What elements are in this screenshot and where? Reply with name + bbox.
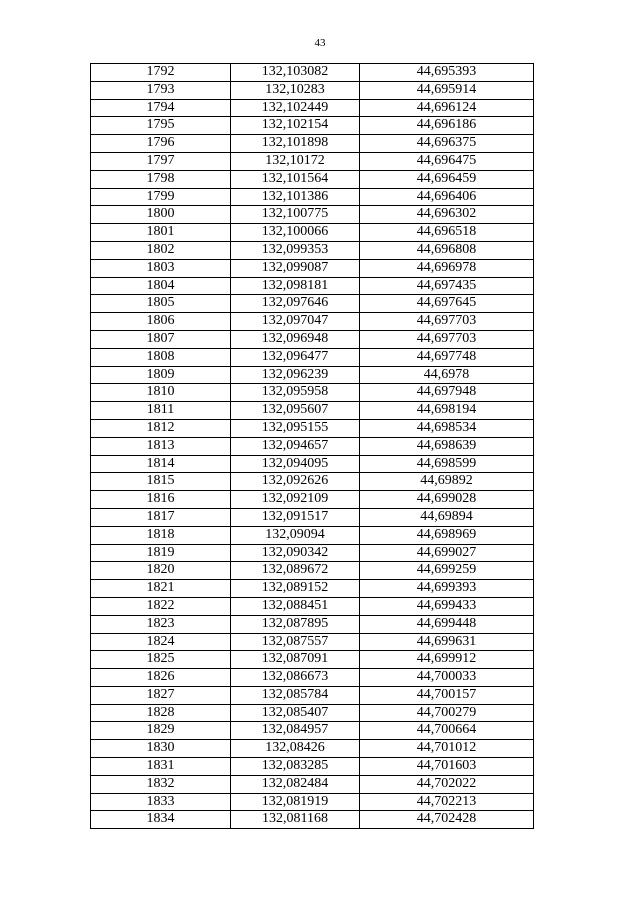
x-coordinate-cell: 132,087895 — [231, 615, 360, 633]
y-coordinate-cell: 44,697703 — [360, 330, 534, 348]
point-number-cell: 1793 — [91, 81, 231, 99]
y-coordinate-cell: 44,699448 — [360, 615, 534, 633]
table-row — [91, 508, 534, 526]
table-row — [91, 402, 534, 420]
point-number-cell: 1797 — [91, 152, 231, 170]
x-coordinate-cell: 132,098181 — [231, 277, 360, 295]
point-number-cell: 1828 — [91, 704, 231, 722]
table-row — [91, 669, 534, 687]
y-coordinate-cell: 44,698534 — [360, 419, 534, 437]
x-coordinate-cell: 132,083285 — [231, 758, 360, 776]
x-coordinate-cell: 132,08426 — [231, 740, 360, 758]
x-coordinate-cell: 132,094095 — [231, 455, 360, 473]
x-coordinate-cell: 132,081168 — [231, 811, 360, 829]
x-coordinate-cell: 132,10172 — [231, 152, 360, 170]
y-coordinate-cell: 44,699912 — [360, 651, 534, 669]
x-coordinate-cell: 132,088451 — [231, 597, 360, 615]
x-coordinate-cell: 132,103082 — [231, 64, 360, 82]
table-row — [91, 455, 534, 473]
x-coordinate-cell: 132,094657 — [231, 437, 360, 455]
point-number-cell: 1825 — [91, 651, 231, 669]
x-coordinate-cell: 132,087091 — [231, 651, 360, 669]
table-row — [91, 722, 534, 740]
x-coordinate-cell: 132,081919 — [231, 793, 360, 811]
point-number-cell: 1823 — [91, 615, 231, 633]
y-coordinate-cell: 44,698194 — [360, 402, 534, 420]
x-coordinate-cell: 132,099087 — [231, 259, 360, 277]
point-number-cell: 1830 — [91, 740, 231, 758]
table-row — [91, 544, 534, 562]
x-coordinate-cell: 132,095958 — [231, 384, 360, 402]
table-row — [91, 152, 534, 170]
x-coordinate-cell: 132,102449 — [231, 99, 360, 117]
point-number-cell: 1808 — [91, 348, 231, 366]
x-coordinate-cell: 132,097047 — [231, 313, 360, 331]
y-coordinate-cell: 44,697703 — [360, 313, 534, 331]
point-number-cell: 1815 — [91, 473, 231, 491]
y-coordinate-cell: 44,699393 — [360, 580, 534, 598]
y-coordinate-cell: 44,697748 — [360, 348, 534, 366]
y-coordinate-cell: 44,702428 — [360, 811, 534, 829]
y-coordinate-cell: 44,695393 — [360, 64, 534, 82]
table-row — [91, 615, 534, 633]
point-number-cell: 1795 — [91, 117, 231, 135]
table-row — [91, 473, 534, 491]
point-number-cell: 1796 — [91, 135, 231, 153]
y-coordinate-cell: 44,699259 — [360, 562, 534, 580]
x-coordinate-cell: 132,096239 — [231, 366, 360, 384]
point-number-cell: 1826 — [91, 669, 231, 687]
y-coordinate-cell: 44,696124 — [360, 99, 534, 117]
table-row — [91, 330, 534, 348]
x-coordinate-cell: 132,089672 — [231, 562, 360, 580]
table-row — [91, 117, 534, 135]
point-number-cell: 1834 — [91, 811, 231, 829]
table-row — [91, 135, 534, 153]
y-coordinate-cell: 44,701603 — [360, 758, 534, 776]
point-number-cell: 1801 — [91, 224, 231, 242]
x-coordinate-cell: 132,100066 — [231, 224, 360, 242]
table-row — [91, 580, 534, 598]
y-coordinate-cell: 44,698599 — [360, 455, 534, 473]
x-coordinate-cell: 132,085784 — [231, 686, 360, 704]
y-coordinate-cell: 44,696459 — [360, 170, 534, 188]
table-row — [91, 526, 534, 544]
y-coordinate-cell: 44,69892 — [360, 473, 534, 491]
table-row — [91, 740, 534, 758]
y-coordinate-cell: 44,696518 — [360, 224, 534, 242]
y-coordinate-cell: 44,699433 — [360, 597, 534, 615]
point-number-cell: 1809 — [91, 366, 231, 384]
y-coordinate-cell: 44,696475 — [360, 152, 534, 170]
x-coordinate-cell: 132,096948 — [231, 330, 360, 348]
point-number-cell: 1817 — [91, 508, 231, 526]
y-coordinate-cell: 44,696808 — [360, 241, 534, 259]
table-row — [91, 224, 534, 242]
y-coordinate-cell: 44,699027 — [360, 544, 534, 562]
table-row — [91, 348, 534, 366]
point-number-cell: 1792 — [91, 64, 231, 82]
table-row — [91, 81, 534, 99]
x-coordinate-cell: 132,10283 — [231, 81, 360, 99]
y-coordinate-cell: 44,701012 — [360, 740, 534, 758]
page-number: 43 — [314, 37, 326, 49]
x-coordinate-cell: 132,087557 — [231, 633, 360, 651]
y-coordinate-cell: 44,699631 — [360, 633, 534, 651]
table-row — [91, 597, 534, 615]
table-row — [91, 170, 534, 188]
table-row — [91, 419, 534, 437]
y-coordinate-cell: 44,696186 — [360, 117, 534, 135]
y-coordinate-cell: 44,699028 — [360, 491, 534, 509]
point-number-cell: 1833 — [91, 793, 231, 811]
table-row — [91, 366, 534, 384]
table-row — [91, 241, 534, 259]
y-coordinate-cell: 44,698639 — [360, 437, 534, 455]
table-row — [91, 437, 534, 455]
table-row — [91, 313, 534, 331]
x-coordinate-cell: 132,090342 — [231, 544, 360, 562]
point-number-cell: 1821 — [91, 580, 231, 598]
x-coordinate-cell: 132,086673 — [231, 669, 360, 687]
table-row — [91, 206, 534, 224]
point-number-cell: 1810 — [91, 384, 231, 402]
table-row — [91, 633, 534, 651]
point-number-cell: 1802 — [91, 241, 231, 259]
x-coordinate-cell: 132,101564 — [231, 170, 360, 188]
y-coordinate-cell: 44,700033 — [360, 669, 534, 687]
point-number-cell: 1794 — [91, 99, 231, 117]
y-coordinate-cell: 44,697645 — [360, 295, 534, 313]
point-number-cell: 1820 — [91, 562, 231, 580]
point-number-cell: 1804 — [91, 277, 231, 295]
y-coordinate-cell: 44,700157 — [360, 686, 534, 704]
y-coordinate-cell: 44,698969 — [360, 526, 534, 544]
point-number-cell: 1819 — [91, 544, 231, 562]
x-coordinate-cell: 132,099353 — [231, 241, 360, 259]
point-number-cell: 1812 — [91, 419, 231, 437]
x-coordinate-cell: 132,085407 — [231, 704, 360, 722]
y-coordinate-cell: 44,700279 — [360, 704, 534, 722]
table-row — [91, 758, 534, 776]
table-row — [91, 188, 534, 206]
table-row — [91, 686, 534, 704]
point-number-cell: 1799 — [91, 188, 231, 206]
x-coordinate-cell: 132,091517 — [231, 508, 360, 526]
point-number-cell: 1827 — [91, 686, 231, 704]
point-number-cell: 1800 — [91, 206, 231, 224]
x-coordinate-cell: 132,082484 — [231, 775, 360, 793]
point-number-cell: 1829 — [91, 722, 231, 740]
point-number-cell: 1816 — [91, 491, 231, 509]
x-coordinate-cell: 132,09094 — [231, 526, 360, 544]
x-coordinate-cell: 132,100775 — [231, 206, 360, 224]
point-number-cell: 1805 — [91, 295, 231, 313]
y-coordinate-cell: 44,697435 — [360, 277, 534, 295]
y-coordinate-cell: 44,702213 — [360, 793, 534, 811]
x-coordinate-cell: 132,096477 — [231, 348, 360, 366]
table-row — [91, 775, 534, 793]
table-row — [91, 811, 534, 829]
coordinates-table — [90, 63, 534, 829]
x-coordinate-cell: 132,101386 — [231, 188, 360, 206]
y-coordinate-cell: 44,697948 — [360, 384, 534, 402]
table-row — [91, 277, 534, 295]
table-row — [91, 99, 534, 117]
table-row — [91, 562, 534, 580]
y-coordinate-cell: 44,702022 — [360, 775, 534, 793]
x-coordinate-cell: 132,089152 — [231, 580, 360, 598]
point-number-cell: 1798 — [91, 170, 231, 188]
point-number-cell: 1818 — [91, 526, 231, 544]
y-coordinate-cell: 44,6978 — [360, 366, 534, 384]
table-row — [91, 64, 534, 82]
point-number-cell: 1831 — [91, 758, 231, 776]
y-coordinate-cell: 44,696375 — [360, 135, 534, 153]
x-coordinate-cell: 132,095155 — [231, 419, 360, 437]
table-row — [91, 651, 534, 669]
x-coordinate-cell: 132,102154 — [231, 117, 360, 135]
table-row — [91, 793, 534, 811]
y-coordinate-cell: 44,696302 — [360, 206, 534, 224]
point-number-cell: 1803 — [91, 259, 231, 277]
point-number-cell: 1824 — [91, 633, 231, 651]
point-number-cell: 1813 — [91, 437, 231, 455]
y-coordinate-cell: 44,695914 — [360, 81, 534, 99]
x-coordinate-cell: 132,084957 — [231, 722, 360, 740]
y-coordinate-cell: 44,696406 — [360, 188, 534, 206]
x-coordinate-cell: 132,092109 — [231, 491, 360, 509]
table-body — [91, 64, 534, 829]
point-number-cell: 1806 — [91, 313, 231, 331]
point-number-cell: 1832 — [91, 775, 231, 793]
point-number-cell: 1822 — [91, 597, 231, 615]
table-row — [91, 259, 534, 277]
y-coordinate-cell: 44,69894 — [360, 508, 534, 526]
x-coordinate-cell: 132,095607 — [231, 402, 360, 420]
table-row — [91, 491, 534, 509]
point-number-cell: 1814 — [91, 455, 231, 473]
table-row — [91, 384, 534, 402]
table-row — [91, 295, 534, 313]
point-number-cell: 1811 — [91, 402, 231, 420]
x-coordinate-cell: 132,097646 — [231, 295, 360, 313]
x-coordinate-cell: 132,092626 — [231, 473, 360, 491]
table-row — [91, 704, 534, 722]
y-coordinate-cell: 44,696978 — [360, 259, 534, 277]
point-number-cell: 1807 — [91, 330, 231, 348]
x-coordinate-cell: 132,101898 — [231, 135, 360, 153]
y-coordinate-cell: 44,700664 — [360, 722, 534, 740]
